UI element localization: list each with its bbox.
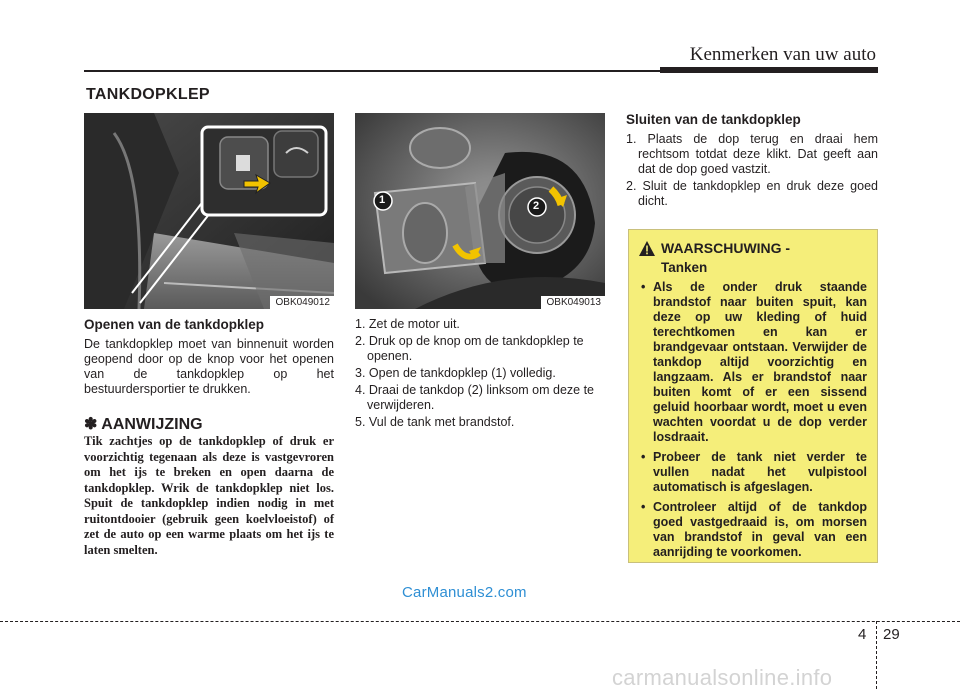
header-rule (84, 70, 660, 72)
header-rule-thick (660, 67, 878, 73)
closing-step: 2. Sluit de tankdopklep en druk deze goed dicht. (626, 179, 878, 208)
opening-section (84, 317, 334, 397)
callout-2: 2 (533, 200, 540, 212)
warning-item: • Als de onder druk staande brandstof naar buiten spuit, kan deze op uw kleding of huid terechtkomen en kan er brandgevaar ontstaan. Verwijder de tankdop altijd voorzichtig en langzaam. Als er brandstof naar buiten komt of er een sissend geluid hoorbaar wordt, moet u even wachten voordat u de dop verder losdraait. (639, 280, 867, 445)
fuel-door-photo (355, 113, 605, 309)
warning-item: • Probeer de tank niet verder te vullen nadat het vulpistool automatisch is afgeslagen. (639, 450, 867, 495)
closing-heading: Sluiten van de tankdopklep (626, 112, 801, 127)
step-item: 2. Druk op de knop om de tankdopklep te openen. (355, 334, 584, 363)
site-watermark: carmanualsonline.info (612, 665, 833, 689)
warning-list (639, 280, 867, 560)
door-release-photo (84, 113, 334, 309)
fuel-door-illustration (355, 113, 605, 309)
opening-steps (355, 317, 605, 432)
section-title: TANKDOPKLEP (86, 86, 210, 103)
opening-heading: Openen van de tankdopklep (84, 317, 265, 332)
callout-1: 1 (379, 194, 386, 206)
step-item: 1. Zet de motor uit. (355, 317, 460, 331)
footer-rule (0, 621, 960, 622)
warning-triangle-icon (639, 241, 661, 259)
opening-body: De tankdopklep moet van binnenuit worden geopend door op de knop voor het openen van de tankdopklep op het bestuurdersportier te drukken. (84, 337, 334, 396)
step-item: 5. Vul de tank met brandstof. (355, 415, 515, 429)
page-number: 29 (883, 626, 900, 643)
warning-title: WAARSCHUWING - (661, 240, 791, 256)
note-body: Tik zachtjes op de tankdopklep of druk er voorzichtig tegenaan als deze is vastgevroren om het ijs te breken en open daarna de tankdopklep. Wrik de tankdopklep niet los. Spuit de tankdopklep indien nodig in met ruitontdooier (gebruik geen koelvloeistof) of zet de auto op een warme plaats om het ijs te laten smelten. (84, 434, 334, 557)
note-heading: ✽ AANWIJZING (84, 416, 203, 433)
chapter-header: Kenmerken van uw auto (689, 44, 876, 65)
door-interior-illustration (84, 113, 334, 309)
chapter-number: 4 (858, 626, 867, 643)
closing-step: 1. Plaats de dop terug en draai hem rechtsom totdat deze klikt. Dat geeft aan dat de dop goed vastzit. (626, 132, 878, 176)
step-item: 4. Draai de tankdop (2) linksom om deze te verwijderen. (355, 383, 595, 412)
warning-box (628, 229, 878, 563)
step-item: 3. Open de tankdopklep (1) volledig. (355, 366, 556, 380)
closing-section (626, 112, 878, 211)
warning-subtitle: Tanken (661, 260, 708, 275)
footer-divider (876, 621, 877, 689)
warning-item: • Controleer altijd of de tankdop goed vastgedraaid is, om morsen van brandstof in geval van een aanrijding te voorkomen. (639, 500, 867, 560)
watermark-link[interactable]: CarManuals2.com (402, 584, 527, 601)
figure-code: OBK049013 (541, 296, 606, 309)
warning-title-row (639, 240, 867, 259)
figure-code: OBK049012 (270, 296, 335, 309)
